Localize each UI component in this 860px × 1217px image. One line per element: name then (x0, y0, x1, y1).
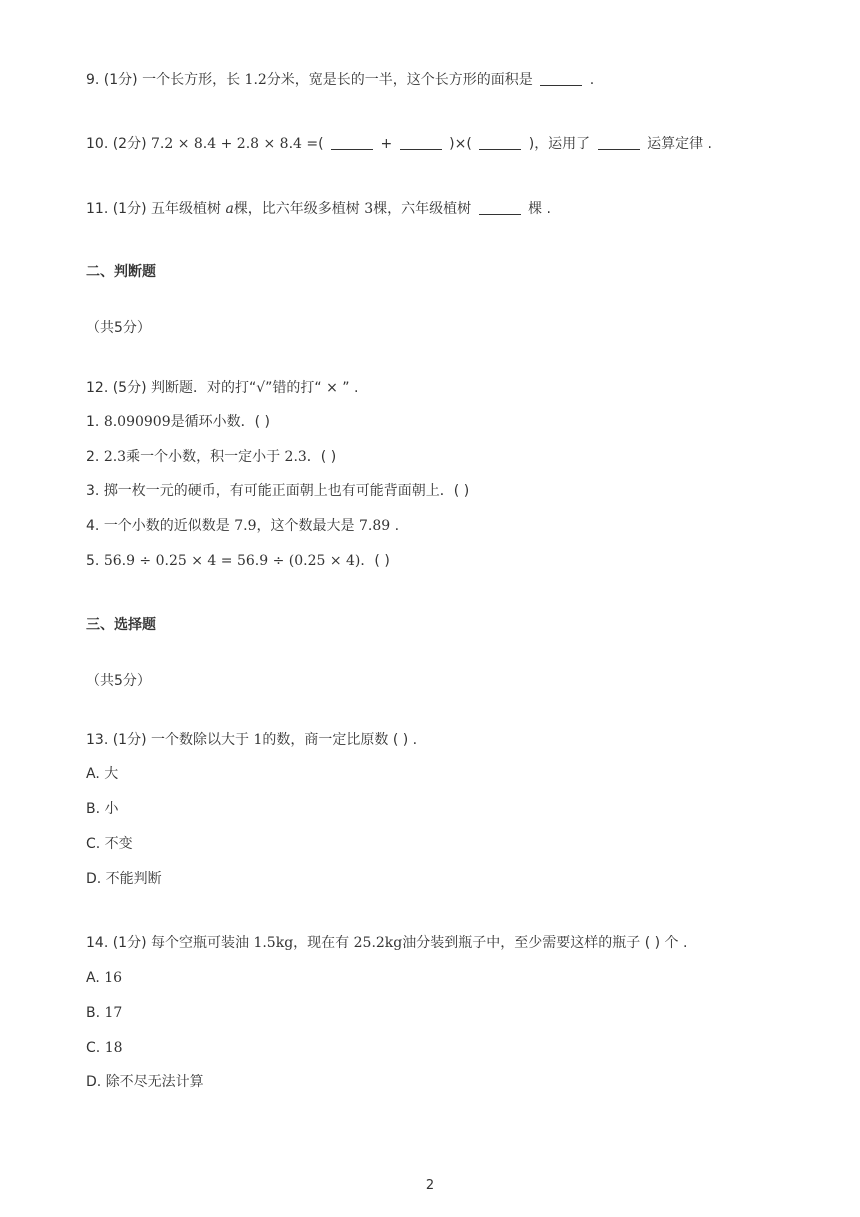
q14-option-c[interactable] (86, 1038, 123, 1058)
section-2-title: 二、判断题 (86, 264, 156, 280)
q12-item-2-text2: ．( ) (306, 449, 337, 465)
q14-option-d-value: 除不尽无法计算 (105, 1074, 204, 1090)
q12-item-5-text: ．( ) (360, 553, 390, 569)
q10-blank-4[interactable] (598, 135, 640, 150)
q10-blank-3[interactable] (479, 135, 521, 150)
question-9 (86, 70, 594, 90)
q12-item-4-number: 4. (86, 518, 100, 534)
q12-item-2-math2: 2.3 (284, 449, 307, 465)
q12-item-2-number: 2. (86, 449, 100, 465)
q11-variable: a (225, 201, 234, 217)
q10-plus: + (380, 136, 393, 152)
question-13-stem (86, 730, 417, 750)
q13-stem-suffix: 的数，商一定比原数 ( ) . (262, 732, 418, 748)
q14-option-b[interactable] (86, 1003, 122, 1023)
q12-item-1 (86, 412, 270, 432)
q12-item-2 (86, 447, 336, 467)
question-14-stem (86, 933, 687, 953)
q11-suffix: 棵 . (528, 201, 551, 217)
q14-option-d-label: D. (86, 1074, 102, 1090)
q14-stem-text-2: 油分装到瓶子中，至少需要这样的瓶子 ( ) 个 . (402, 935, 688, 951)
q12-item-1-math: 8.090909 (103, 414, 171, 430)
q14-option-b-label: B. (86, 1005, 101, 1021)
q12-item-4-text3: . (394, 518, 400, 534)
q12-item-3 (86, 481, 469, 501)
q14-option-a-label: A. (86, 970, 100, 986)
q10-suffix: 运算定律 . (647, 136, 712, 152)
q12-item-5 (86, 551, 390, 571)
q12-item-1-text: 是循环小数．( ) (170, 414, 270, 430)
q10-blank-1[interactable] (331, 135, 373, 150)
q12-item-3-number: 3. (86, 483, 100, 499)
q12-item-2-text: 乘一个小数，积一定小于 (126, 449, 281, 465)
q10-paren-open: ( (318, 136, 324, 152)
q12-item-4-math: 7.9 (234, 518, 257, 534)
q11-answer-blank[interactable] (479, 200, 521, 215)
question-11 (86, 199, 551, 219)
q13-option-d[interactable]: D. 不能判断 (86, 871, 162, 887)
q14-option-c-label: C. (86, 1040, 101, 1056)
q12-item-5-math: 56.9 ÷ 0.25 × 4 = 56.9 ÷ (0.25 × 4) (103, 553, 361, 569)
q12-item-4 (86, 516, 399, 536)
q13-option-a[interactable]: A. 大 (86, 766, 119, 782)
q12-item-5-number: 5. (86, 553, 100, 569)
q10-blank-2[interactable] (400, 135, 442, 150)
q9-prefix: 9. (1分) 一个长方形，长 (86, 72, 241, 88)
q14-stem-math-2: 25.2kg (353, 935, 403, 951)
q10-prefix: 10. (2分) (86, 136, 147, 152)
q14-option-a[interactable] (86, 968, 122, 988)
q11-number: 3 (364, 201, 374, 217)
q14-stem-prefix: 14. (1分) 每个空瓶可装油 (86, 935, 249, 951)
q12-item-4-text: 一个小数的近似数是 (103, 518, 230, 534)
q11-mid2: 棵，六年级植树 (373, 201, 472, 217)
q14-option-b-value: 17 (104, 1005, 123, 1021)
q10-paren-times: )×( (449, 136, 472, 152)
q11-prefix: 11. (1分) 五年级植树 (86, 201, 221, 217)
q12-item-1-number: 1. (86, 414, 100, 430)
question-10 (86, 134, 712, 154)
q14-option-a-value: 16 (104, 970, 123, 986)
q14-option-d[interactable] (86, 1072, 204, 1092)
q14-stem-math-1: 1.5kg (253, 935, 294, 951)
question-12-stem: 12. (5分) 判断题．对的打“√”错的打“ × ” . (86, 380, 359, 396)
q12-item-2-math: 2.3 (103, 449, 127, 465)
q14-option-c-value: 18 (104, 1040, 123, 1056)
section-3-title: 三、选择题 (86, 617, 156, 633)
q9-answer-blank[interactable] (540, 71, 582, 86)
q14-stem-text-1: ，现在有 (293, 935, 350, 951)
page-number: 2 (425, 1178, 435, 1193)
q13-option-c[interactable]: C. 不变 (86, 836, 133, 852)
q12-item-4-text2: ，这个数最大是 (256, 518, 355, 534)
q9-length-value: 1.2 (244, 72, 267, 88)
q9-end: . (589, 72, 595, 88)
q12-item-3-text: 掷一枚一元的硬币，有可能正面朝上也有可能背面朝上．( ) (103, 483, 470, 499)
q10-paren-close: ) (528, 136, 535, 152)
q13-stem-prefix: 13. (1分) 一个数除以大于 (86, 732, 249, 748)
section-2-score: （共5分） (86, 320, 151, 336)
q13-stem-number: 1 (253, 732, 263, 748)
q10-mid: ，运用了 (534, 136, 591, 152)
q12-item-4-math2: 7.89 (358, 518, 391, 534)
q10-expression: 7.2 × 8.4 + 2.8 × 8.4 = (151, 136, 319, 152)
section-3-score: （共5分） (86, 673, 151, 689)
q13-option-b[interactable]: B. 小 (86, 801, 119, 817)
q11-mid1: 棵，比六年级多植树 (233, 201, 360, 217)
q9-suffix: 分米，宽是长的一半，这个长方形的面积是 (266, 72, 533, 88)
